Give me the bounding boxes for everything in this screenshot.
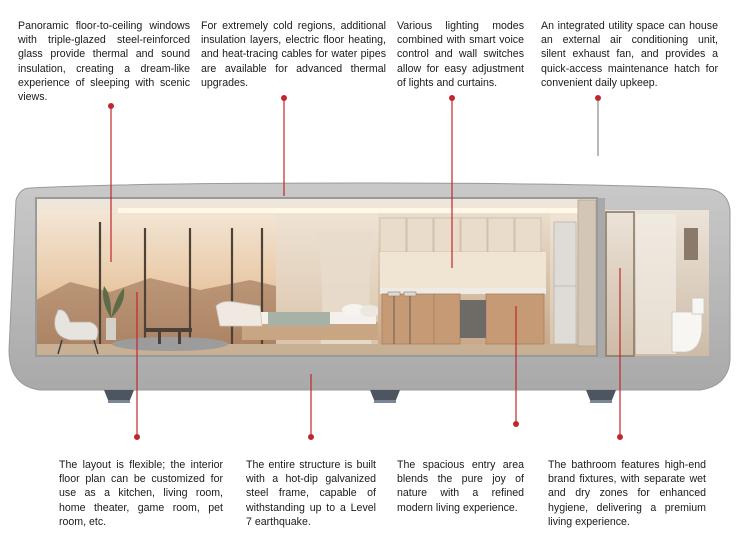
callout-lighting: Various lighting modes combined with smart voice control and wall switches allow for easy adjustment of lights and curtains. — [397, 20, 524, 89]
callout-windows: Panoramic floor-to-ceiling windows with triple-glazed steel-reinforced glass provide thermal and sound insulation, creating a dream-like experience of sleeping with scenic views. — [18, 20, 190, 104]
entry-door — [578, 200, 596, 346]
bathroom-artwork — [684, 228, 698, 260]
callout-bathroom: The bathroom features high-end brand fixtures, with separate wet and dry zones for enhanced hygiene, delivering a premium living experience. — [548, 459, 706, 528]
refrigerator — [554, 222, 576, 344]
backsplash — [380, 252, 546, 288]
bed-blanket — [268, 312, 330, 326]
ceiling-light-strip — [118, 208, 596, 213]
rug — [112, 337, 228, 351]
partition-wall — [597, 198, 605, 358]
callout-cold-regions: For extremely cold regions, additional insulation layers, electric floor heating, and heat-tracing cables for water pipes are available for advanced thermal upgrades. — [201, 20, 386, 89]
shower-glass — [636, 214, 676, 354]
callout-structure: The entire structure is built with a hot-dip galvanized steel frame, capable of withstanding up to a Level 7 earthquake. — [246, 459, 376, 528]
dishwasher — [460, 300, 486, 338]
coffee-table — [146, 328, 192, 332]
support-feet — [104, 390, 616, 400]
sofa — [216, 302, 262, 327]
callout-layout: The layout is flexible; the interior floor plan can be customized for use as a kitchen, living room, home theater, game room, pet room, etc. — [59, 459, 223, 528]
callout-entry: The spacious entry area blends the pure joy of nature with a refined modern living experience. — [397, 459, 524, 514]
plant-pot — [106, 318, 116, 340]
callout-utility: An integrated utility space can house an external air conditioning unit, silent exhaust fan, and provides a quick-access maintenance hatch for convenient daily upkeep. — [541, 20, 718, 89]
